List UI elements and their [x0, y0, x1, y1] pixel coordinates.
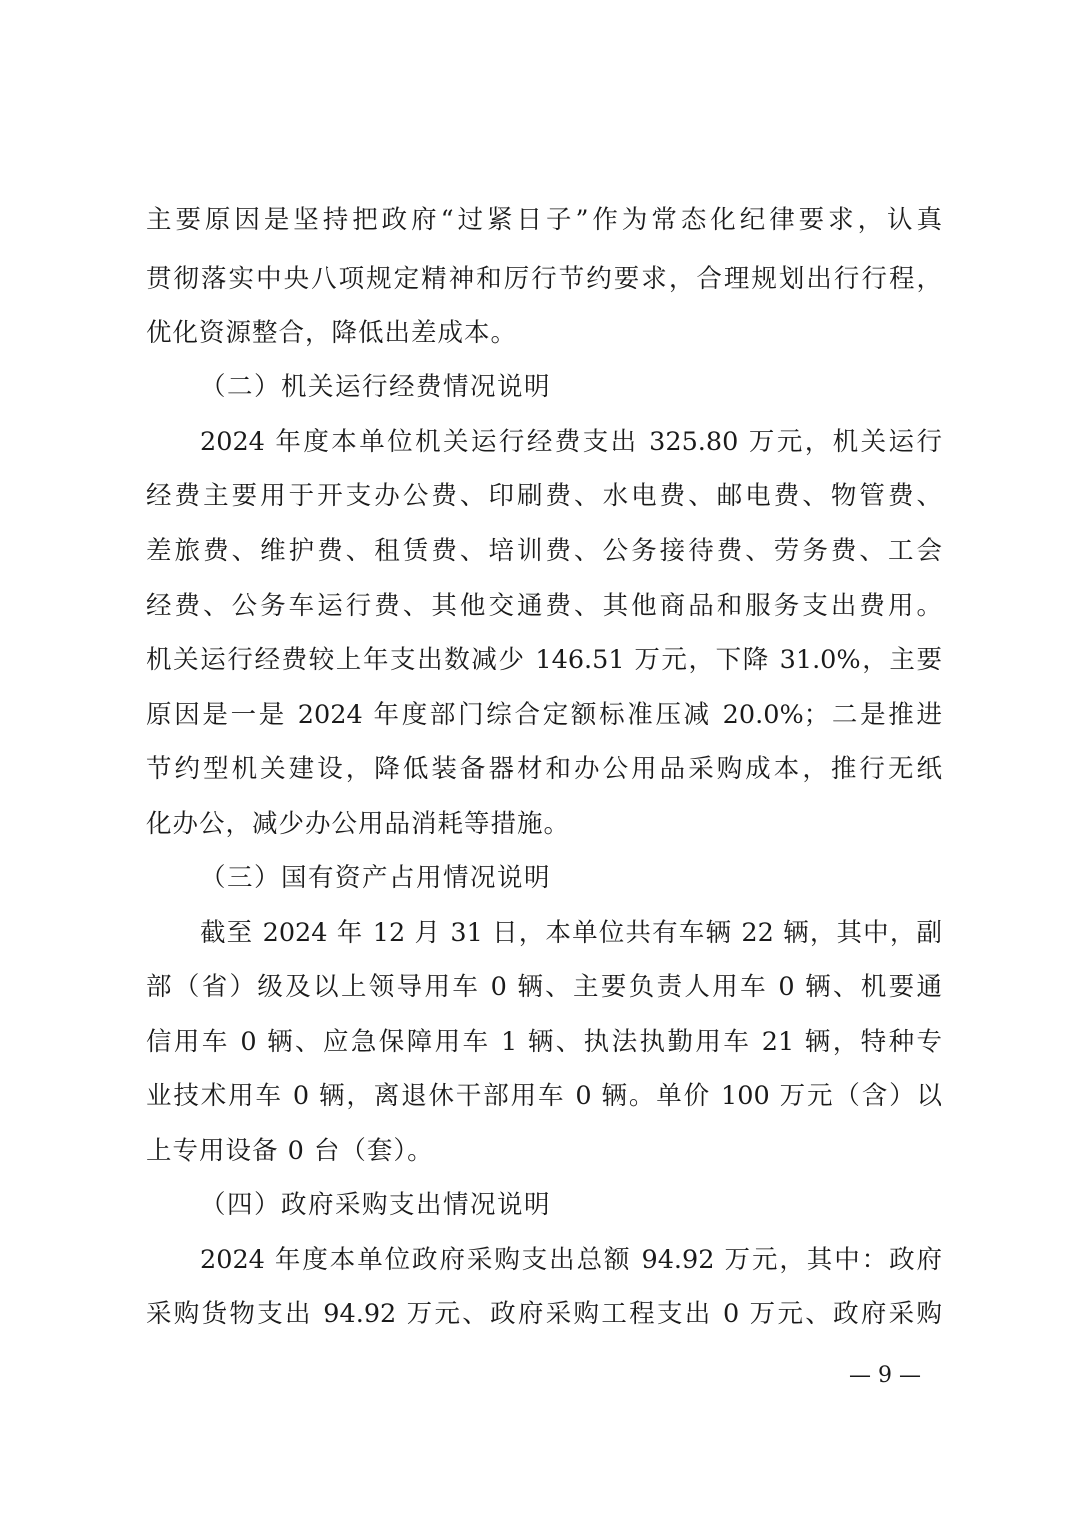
text-line-9: 机关运行经费较上年支出数减少 146.51 万元，下降 31.0%，主要 — [146, 645, 942, 675]
text-line-6: 经费主要用于开支办公费、印刷费、水电费、邮电费、物管费、 — [146, 481, 942, 511]
text-line-20: 2024 年度本单位政府采购支出总额 94.92 万元，其中：政府 — [200, 1245, 942, 1275]
section-heading-4: （四）政府采购支出情况说明 — [200, 1190, 552, 1220]
text-line-16: 信用车 0 辆、应急保障用车 1 辆、执法执勤用车 21 辆，特种专 — [146, 1027, 942, 1057]
text-line-1: 主要原因是坚持把政府“过紧日子”作为常态化纪律要求，认真 — [146, 205, 942, 235]
text-line-8: 经费、公务车运行费、其他交通费、其他商品和服务支出费用。 — [146, 591, 942, 621]
text-line-2: 贯彻落实中央八项规定精神和厉行节约要求，合理规划出行行程， — [146, 264, 942, 294]
text-line-10: 原因是一是 2024 年度部门综合定额标准压减 20.0%；二是推进 — [146, 700, 942, 730]
text-line-21: 采购货物支出 94.92 万元、政府采购工程支出 0 万元、政府采购 — [146, 1299, 942, 1329]
text-line-11: 节约型机关建设，降低装备器材和办公用品采购成本，推行无纸 — [146, 754, 942, 784]
section-heading-2: （二）机关运行经费情况说明 — [200, 372, 552, 402]
text-line-7: 差旅费、维护费、租赁费、培训费、公务接待费、劳务费、工会 — [146, 536, 942, 566]
text-line-15: 部（省）级及以上领导用车 0 辆、主要负责人用车 0 辆、机要通 — [146, 972, 942, 1002]
text-line-18: 上专用设备 0 台（套）。 — [146, 1136, 434, 1166]
text-line-5: 2024 年度本单位机关运行经费支出 325.80 万元，机关运行 — [200, 427, 942, 457]
section-heading-3: （三）国有资产占用情况说明 — [200, 863, 552, 893]
page-number: — 9 — — [849, 1363, 921, 1388]
text-line-3: 优化资源整合，降低出差成本。 — [146, 318, 518, 348]
text-line-17: 业技术用车 0 辆，离退休干部用车 0 辆。单价 100 万元（含）以 — [146, 1081, 942, 1111]
text-line-14: 截至 2024 年 12 月 31 日，本单位共有车辆 22 辆，其中，副 — [200, 918, 942, 948]
text-line-12: 化办公，减少办公用品消耗等措施。 — [146, 809, 571, 839]
